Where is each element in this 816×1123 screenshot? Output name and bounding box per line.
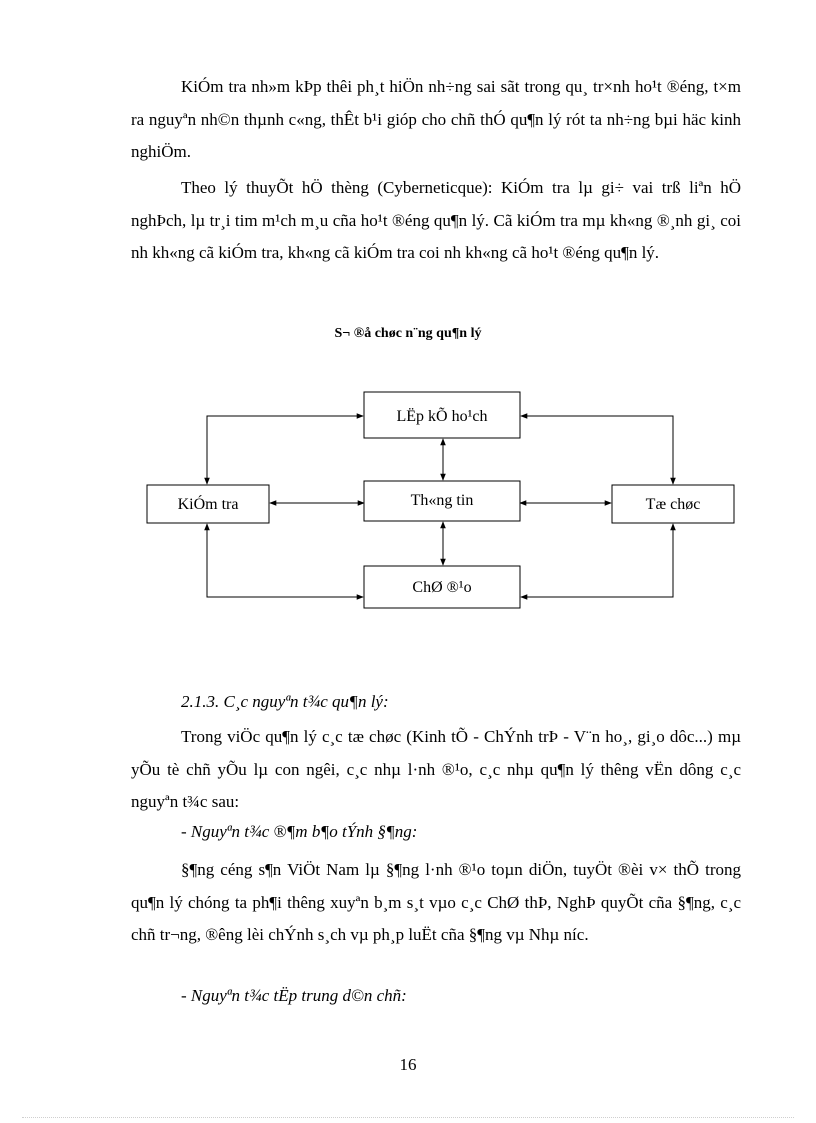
node-organizing	[612, 485, 734, 523]
node-planning	[364, 392, 520, 438]
arrow-directing-organizing	[521, 524, 673, 597]
node-information-label: Th«ng tin	[410, 492, 474, 509]
paragraph-principles-intro: Trong viÖc qu¶n lý c¸c tæ chøc (Kinh tÕ - ChÝnh trÞ - V¨n ho¸, gi¸o dôc...) mµ yÕu tè chñ yÕu lµ con ngêi, c¸c nhµ l·nh ®¹o, c¸c nhµ qu¶n lý thêng vËn dông c¸c nguyªn t¾c sau:	[131, 727, 741, 811]
arrow-planning-organizing	[521, 416, 673, 484]
paragraph-control-purpose: KiÓm tra nh»m kÞp thêi ph¸t hiÖn nh÷ng sai sãt trong qu¸ tr×nh ho¹t ®éng, t×m ra nguyªn nh©n thµnh c«ng, thÊt b¹i gióp cho chñ thÓ qu¶n lý rót ta nh÷ng bµi häc kinh nghiÖm.	[131, 77, 741, 161]
page-bottom-rule	[22, 1117, 794, 1118]
node-directing-label: ChØ ®¹o	[412, 579, 472, 596]
section-heading: 2.1.3. C¸c nguyªn t¾c qu¶n lý:	[181, 692, 389, 711]
node-control	[147, 485, 269, 523]
arrow-directing-control	[207, 524, 363, 597]
node-information	[364, 481, 520, 521]
node-organizing-label: Tæ chøc	[645, 496, 701, 513]
paragraph-party-principle: §¶ng céng s¶n ViÖt Nam lµ §¶ng l·nh ®¹o toµn diÖn, tuyÖt ®èi v× thÕ trong qu¶n lý chóng ta ph¶i thêng xuyªn b¸m s¸t vµo c¸c ChØ thÞ, NghÞ quyÕt cña §¶ng, c¸c chñ tr¬ng, ®êng lèi chÝnh s¸ch vµ ph¸p luËt cña §¶ng vµ Nhµ níc.	[131, 860, 741, 944]
paragraph-system-theory: Theo lý thuyÕt hÖ thèng (Cyberneticque): KiÓm tra lµ gi÷ vai trß liªn hÖ nghÞch, lµ tr¸i tim m¹ch m¸u cña ho¹t ®éng qu¶n lý. Cã kiÓm tra mµ kh«ng ®¸nh gi¸ coi nh kh«ng cã kiÓm tra, kh«ng cã kiÓm tra coi nh kh«ng cã ho¹t ®éng qu¶n lý.	[131, 178, 741, 262]
principle-1-title: - Nguyªn t¾c ®¶m b¶o tÝnh §¶ng:	[181, 822, 418, 841]
page-number: 16	[399, 1055, 417, 1074]
node-planning-label: LËp kÕ ho¹ch	[396, 408, 488, 425]
diagram-caption: S¬ ®å chøc n¨ng qu¶n lý	[334, 326, 482, 341]
node-control-label: KiÓm tra	[177, 496, 239, 513]
node-directing	[364, 566, 520, 608]
arrow-planning-control	[207, 416, 363, 484]
principle-2-title: - Nguyªn t¾c tËp trung d©n chñ:	[181, 986, 407, 1005]
